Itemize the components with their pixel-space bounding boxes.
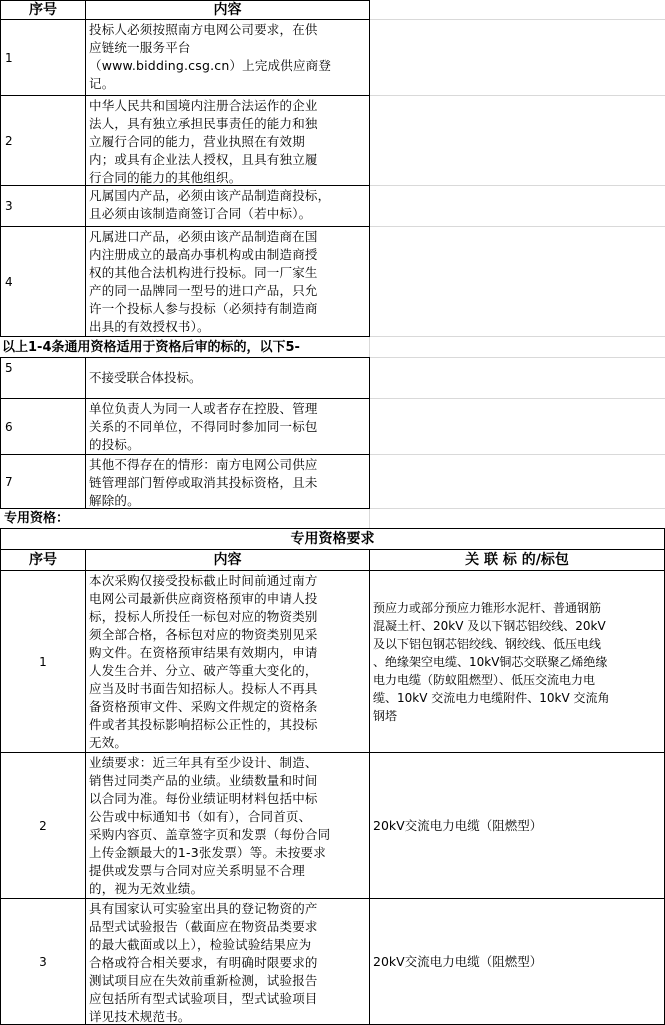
table2-row3-content: 具有国家认可实验室出具的登记物资的产 品型式试验报告（截面应在物资品类要求 的最大截面或以上），检验试验结果应为 合格或符合相关要求，有明确时限要求的 测试项目应在失效前重新检测，试验报告 应包括所有型式试验项目，型式试验项目 详见技术规范书。	[85, 898, 370, 1025]
table2-title: 专用资格要求	[0, 528, 665, 550]
table2-row1-target: 预应力或部分预应力锥形水泥杆、普通钢筋 混凝土杆、20kV 及以下钢芯铝绞线、20kV 及以下铝包钢芯铝绞线、钢绞线、低压电线 、绝缘架空电缆、10kV铜芯交联聚乙烯绝缘 电力电缆（防蚁阻燃型）、低压交流电力电 缆、10kV 交流电力电缆附件、10kV 交流角 钢塔	[369, 570, 665, 753]
table2-row2-content: 业绩要求：近三年具有至少设计、制造、 销售过同类产品的业绩。业绩数量和时间 以合同为准。每份业绩证明材料包括中标 公告或中标通知书（如有），合同首页、 采购内容页、盖章签字页和发票（每份合同 上传金额最大的1-3张发票）等。未按要求 提供或发票与合同对应关系明显不合理 的，视为无效业绩。	[85, 752, 370, 899]
table1-row4-content: 凡属进口产品，必须由该产品制造商在国 内注册成立的最高办事机构或由制造商授 权的其他合法机构进行投标。同一厂家生 产的同一品牌同一型号的进口产品，只允 许一个投标人参与投标（必须持有制造商 出具的有效授权书）。	[85, 226, 370, 337]
table1-note: 以上1-4条通用资格适用于资格后审的标的，以下5-	[2, 340, 300, 355]
table1-row4-no: 4	[0, 226, 86, 337]
table1-row7-content: 其他不得存在的情形：南方电网公司供应 链管理部门暂停或取消其投标资格，且未 解除的。	[85, 454, 370, 509]
table1-row7-no: 7	[0, 454, 86, 509]
table2-row1-no: 1	[0, 570, 86, 753]
table2-row1-content: 本次采购仅接受投标截止时间前通过南方 电网公司最新供应商资格预审的申请人投 标，投标人所投任一标包对应的物资类别 须全部合格，各标包对应的物资类别见采 购文件。在资格预审结果有效期内，申请 人发生合并、分立、破产等重大变化的， 应当及时书面告知招标人。投标人不再具 备资格预审文件、采购文件规定的资格条 件或者其投标影响招标公正性的，其投标 无效。	[85, 570, 370, 753]
table2-header-content: 内容	[85, 549, 370, 571]
table2-row3-target: 20kV交流电力电缆（阻燃型）	[369, 898, 665, 1025]
table1-row5-content: 不接受联合体投标。	[85, 357, 370, 399]
table2-row2-target: 20kV交流电力电缆（阻燃型）	[369, 752, 665, 899]
table1-row3-no: 3	[0, 185, 86, 227]
table2-header-no: 序号	[0, 549, 86, 571]
table1-row3-content: 凡属国内产品，必须由该产品制造商投标， 且必须由该制造商签订合同（若中标）。	[85, 185, 370, 227]
table2-row2-no: 2	[0, 752, 86, 899]
table1-row6-no: 6	[0, 398, 86, 455]
table1-header-content: 内容	[85, 0, 370, 20]
table1-row1-no: 1	[0, 19, 86, 96]
special-qualification-label: 专用资格：	[4, 511, 70, 526]
table1-row5-no: 5	[0, 357, 86, 399]
table2-header-target: 关 联 标 的/标包	[369, 549, 665, 571]
empty-grid-area	[369, 0, 665, 528]
table1-row2-content: 中华人民共和国境内注册合法运作的企业 法人，具有独立承担民事责任的能力和独 立履行合同的能力，营业执照在有效期 内；或具有企业法人授权，且具有独立履 行合同的能力的其他组织。	[85, 95, 370, 186]
table1-header-no: 序号	[0, 0, 86, 20]
table2-row3-no: 3	[0, 898, 86, 1025]
table1-row2-no: 2	[0, 95, 86, 186]
table1-row1-content: 投标人必须按照南方电网公司要求，在供 应链统一服务平台 （www.bidding.csg.cn）上完成供应商登 记。	[85, 19, 370, 96]
table1-row6-content: 单位负责人为同一人或者存在控股、管理 关系的不同单位，不得同时参加同一标包 的投标。	[85, 398, 370, 455]
